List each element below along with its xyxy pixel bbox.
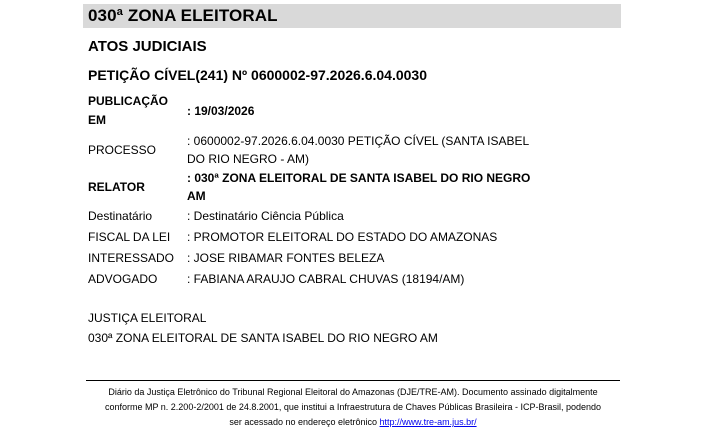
interessado-label: INTERESSADO xyxy=(88,250,175,265)
relator-label: RELATOR xyxy=(88,180,145,194)
row-advogado xyxy=(85,268,550,289)
row-fiscal xyxy=(85,226,550,247)
publicacao-value: : 19/03/2026 xyxy=(187,103,255,118)
body-line-zona: 030ª ZONA ELEITORAL DE SANTA ISABEL DO RIO NEGRO AM xyxy=(88,331,438,345)
interessado-value: : JOSE RIBAMAR FONTES BELEZA xyxy=(187,250,385,265)
section-title: ATOS JUDICIAIS xyxy=(88,38,207,55)
dje-footer-line3-text: ser acessado no endereço eletrônico xyxy=(229,417,378,427)
case-details-table xyxy=(85,92,550,289)
dje-footer-line2: conforme MP n. 2.200-2/2001 de 24.8.2001, que institui a Infraestrutura de Chaves Públicas Brasileira - ICP-Brasil, podendo xyxy=(104,402,602,412)
processo-label: PROCESSO xyxy=(88,142,157,157)
row-publicacao xyxy=(85,92,550,130)
row-interessado xyxy=(85,247,550,268)
zone-header-bar xyxy=(83,4,621,28)
relator-value: : 030ª ZONA ELEITORAL DE SANTA ISABEL DO RIO NEGRO AM xyxy=(187,171,531,203)
zone-header-title: 030ª ZONA ELEITORAL xyxy=(88,6,278,25)
case-title: PETIÇÃO CÍVEL(241) Nº 0600002-97.2026.6.04.0030 xyxy=(88,67,427,83)
row-relator xyxy=(85,169,550,205)
advogado-value: : FABIANA ARAUJO CABRAL CHUVAS (18194/AM) xyxy=(187,271,465,286)
destinatario-label: Destinatário xyxy=(88,208,153,223)
publicacao-label: PUBLICAÇÃO EM xyxy=(88,94,168,127)
document-body xyxy=(88,308,438,348)
processo-value: : 0600002-97.2026.6.04.0030 PETIÇÃO CÍVEL (SANTA ISABEL DO RIO NEGRO - AM) xyxy=(187,133,529,166)
fiscal-label: FISCAL DA LEI xyxy=(88,229,171,244)
dje-footer xyxy=(86,385,620,430)
row-processo xyxy=(85,130,550,169)
body-line-justica: JUSTIÇA ELEITORAL xyxy=(88,311,207,325)
advogado-label: ADVOGADO xyxy=(88,271,158,286)
fiscal-value: : PROMOTOR ELEITORAL DO ESTADO DO AMAZONAS xyxy=(187,229,498,244)
destinatario-value: : Destinatário Ciência Pública xyxy=(187,208,344,223)
tre-am-link[interactable]: http://www.tre-am.jus.br/ xyxy=(379,417,477,427)
footer-divider xyxy=(86,380,620,381)
row-destinatario xyxy=(85,205,550,226)
dje-footer-line1: Diário da Justiça Eletrônico do Tribunal Regional Eleitoral do Amazonas (DJE/TRE-AM). Documento assinado digitalmente xyxy=(108,387,598,397)
dje-footer-line3 xyxy=(86,415,620,430)
